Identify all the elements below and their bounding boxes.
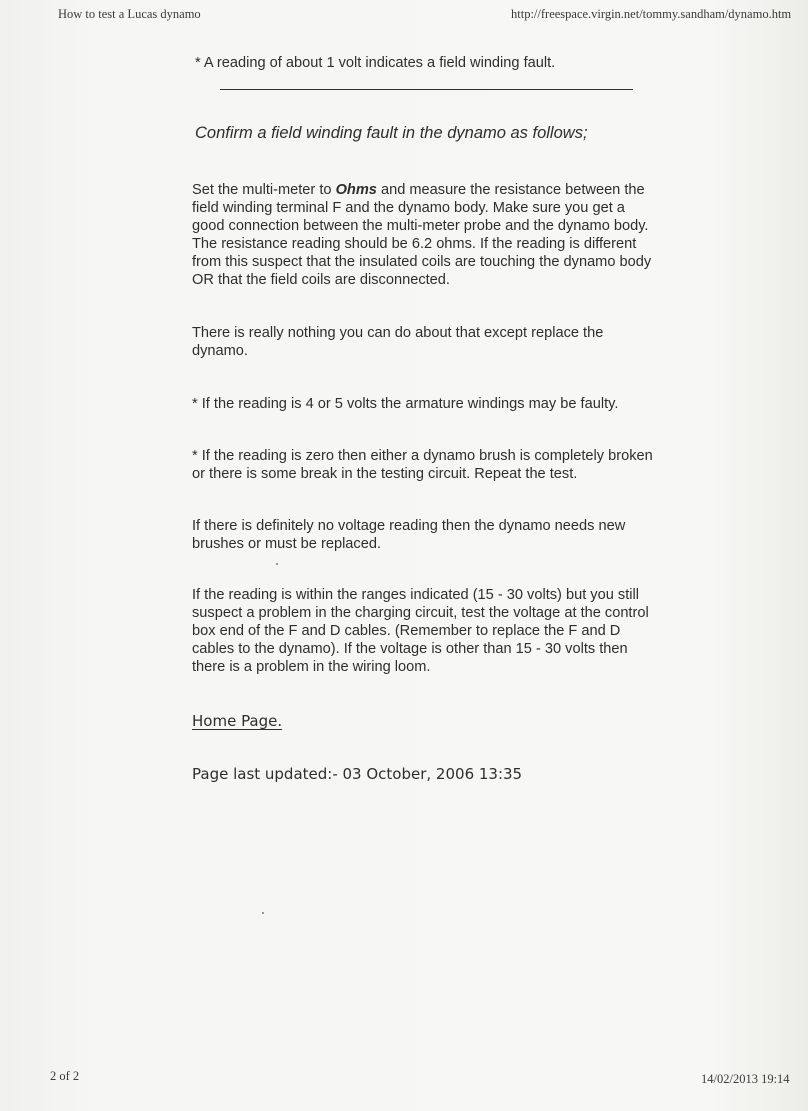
paragraph-ohms-test — [192, 181, 707, 289]
para2-line-2: dynamo. — [192, 343, 248, 359]
print-header-url: http://freespace.virgin.net/tommy.sandham/dynamo.htm — [511, 7, 792, 21]
paragraph-no-voltage — [192, 517, 707, 553]
ohms-emphasis: Ohms — [335, 182, 377, 198]
home-page-link[interactable]: Home Page. — [192, 712, 283, 730]
last-updated-text: Page last updated:- 03 October, 2006 13:35 — [192, 765, 523, 783]
para1-line-1: Set the multi-meter to Ohms and measure the resistance between the — [192, 182, 645, 198]
para5-line-2: brushes or must be replaced. — [192, 536, 382, 552]
intro-note: * A reading of about 1 volt indicates a field winding fault. — [195, 55, 556, 71]
para6-line-2: suspect a problem in the charging circuit, test the voltage at the control — [192, 605, 649, 621]
para1-line-2: field winding terminal F and the dynamo body. Make sure you get a — [192, 200, 625, 216]
para6-line-4: cables to the dynamo). If the voltage is other than 15 - 30 volts then — [192, 641, 628, 657]
paragraph-brush — [192, 447, 707, 483]
para1-line-5: from this suspect that the insulated coils are touching the dynamo body — [192, 254, 652, 270]
para6-line-3: box end of the F and D cables. (Remember to replace the F and D — [192, 623, 621, 639]
paragraph-replace — [192, 324, 707, 360]
horizontal-divider — [220, 89, 633, 90]
para5-line-1: If there is definitely no voltage reading then the dynamo needs new — [192, 518, 626, 534]
scan-speck — [262, 912, 264, 914]
para1-line-3: good connection between the multi-meter probe and the dynamo body. — [192, 218, 649, 234]
para6-line-1: If the reading is within the ranges indicated (15 - 30 volts) but you still — [192, 587, 639, 603]
para1-line-6: OR that the field coils are disconnected. — [192, 272, 450, 288]
section-heading: Confirm a field winding fault in the dynamo as follows; — [195, 124, 588, 142]
paragraph-wiring-loom — [192, 586, 707, 676]
print-header-title: How to test a Lucas dynamo — [58, 7, 201, 21]
print-footer-timestamp: 14/02/2013 19:14 — [701, 1072, 790, 1086]
para2-line-1: There is really nothing you can do about that except replace the — [192, 325, 604, 341]
scan-speck — [276, 563, 278, 565]
para4-line-1: * If the reading is zero then either a dynamo brush is completely broken — [192, 448, 653, 464]
print-footer-page-count: 2 of 2 — [50, 1069, 80, 1083]
para6-line-5: there is a problem in the wiring loom. — [192, 659, 431, 675]
paragraph-armature: * If the reading is 4 or 5 volts the armature windings may be faulty. — [192, 396, 619, 412]
para1-line-4: The resistance reading should be 6.2 ohms. If the reading is different — [192, 236, 637, 252]
para4-line-2: or there is some break in the testing circuit. Repeat the test. — [192, 466, 578, 482]
